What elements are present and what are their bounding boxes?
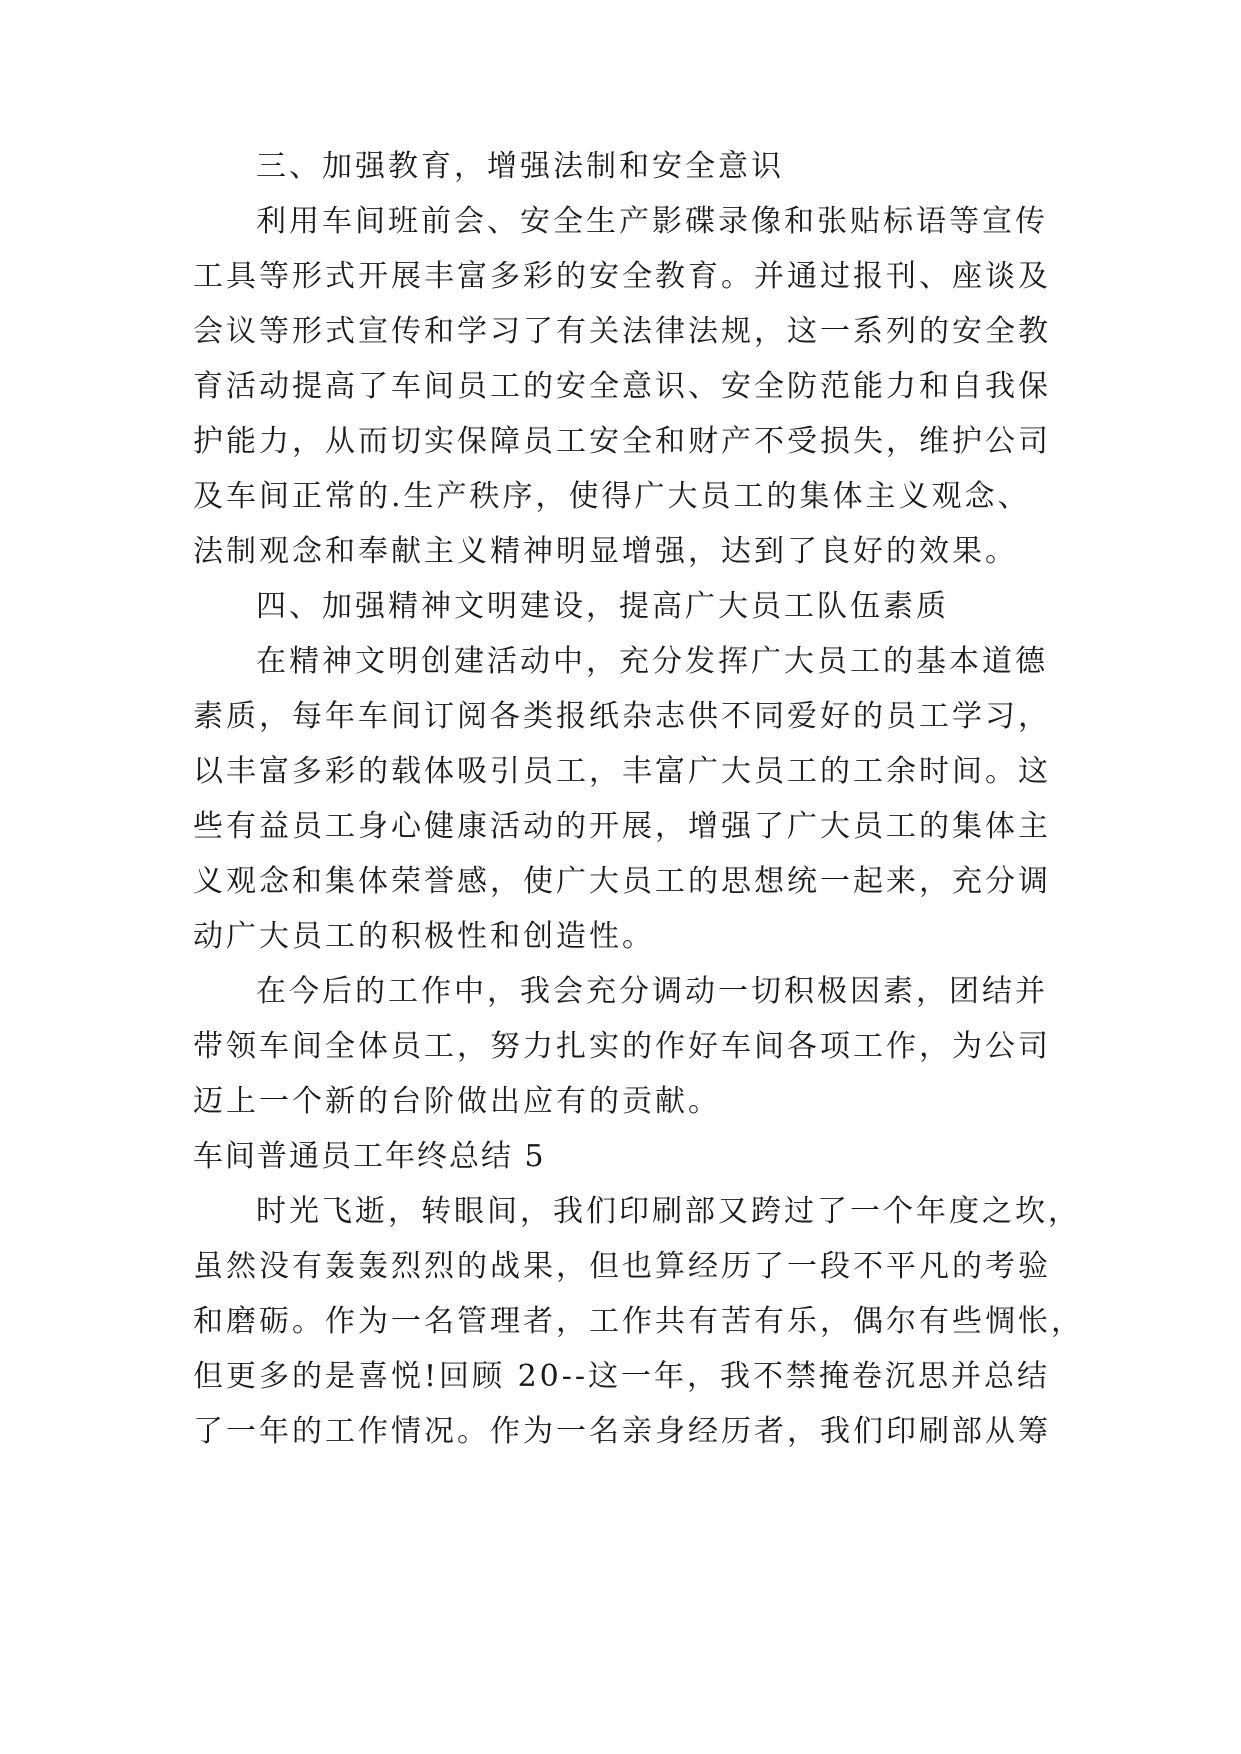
paragraph-line: 利用车间班前会、安全生产影碟录像和张贴标语等宣传	[256, 204, 1048, 239]
paragraph-line: 在今后的工作中，我会充分调动一切积极因素，团结并	[256, 974, 1048, 1009]
paragraph-line: 虽然没有轰轰烈烈的战果，但也算经历了一段不平凡的考验	[193, 1249, 1051, 1284]
paragraph-line: 及车间正常的.生产秩序，使得广大员工的集体主义观念、	[193, 479, 1031, 514]
paragraph-line: 些有益员工身心健康活动的开展，增强了广大员工的集体主	[193, 809, 1051, 844]
paragraph-line: 时光飞逝，转眼间，我们印刷部又跨过了一个年度之坎，	[256, 1194, 1081, 1229]
paragraph-line: 素质，每年车间订阅各类报纸杂志供不同爱好的员工学习，	[193, 699, 1051, 734]
paragraph-line: 迈上一个新的台阶做出应有的贡献。	[193, 1084, 721, 1119]
paragraph-line: 育活动提高了车间员工的安全意识、安全防范能力和自我保	[193, 369, 1051, 404]
paragraph-line: 了一年的工作情况。作为一名亲身经历者，我们印刷部从筹	[193, 1414, 1051, 1449]
article-title: 车间普通员工年终总结 5	[193, 1139, 546, 1174]
paragraph-line: 带领车间全体员工，努力扎实的作好车间各项工作，为公司	[193, 1029, 1051, 1064]
paragraph-line: 但更多的是喜悦!回顾 20--这一年，我不禁掩卷沉思并总结	[193, 1359, 1051, 1394]
paragraph-line: 在精神文明创建活动中，充分发挥广大员工的基本道德	[256, 644, 1048, 679]
paragraph-line: 以丰富多彩的载体吸引员工，丰富广大员工的工余时间。这	[193, 754, 1051, 789]
paragraph-line: 法制观念和奉献主义精神明显增强，达到了良好的效果。	[193, 534, 1018, 569]
paragraph-line: 护能力，从而切实保障员工安全和财产不受损失，维护公司	[193, 424, 1051, 459]
paragraph-line: 工具等形式开展丰富多彩的安全教育。并通过报刊、座谈及	[193, 259, 1051, 294]
paragraph-line: 会议等形式宣传和学习了有关法律法规，这一系列的安全教	[193, 314, 1051, 349]
paragraph-line: 动广大员工的积极性和创造性。	[193, 919, 655, 954]
paragraph-line: 义观念和集体荣誉感，使广大员工的思想统一起来，充分调	[193, 864, 1051, 899]
section-heading-4: 四、加强精神文明建设，提高广大员工队伍素质	[256, 589, 949, 624]
paragraph-line: 和磨砺。作为一名管理者，工作共有苦有乐，偶尔有些惆怅，	[193, 1304, 1084, 1339]
section-heading-3: 三、加强教育，增强法制和安全意识	[256, 149, 784, 184]
